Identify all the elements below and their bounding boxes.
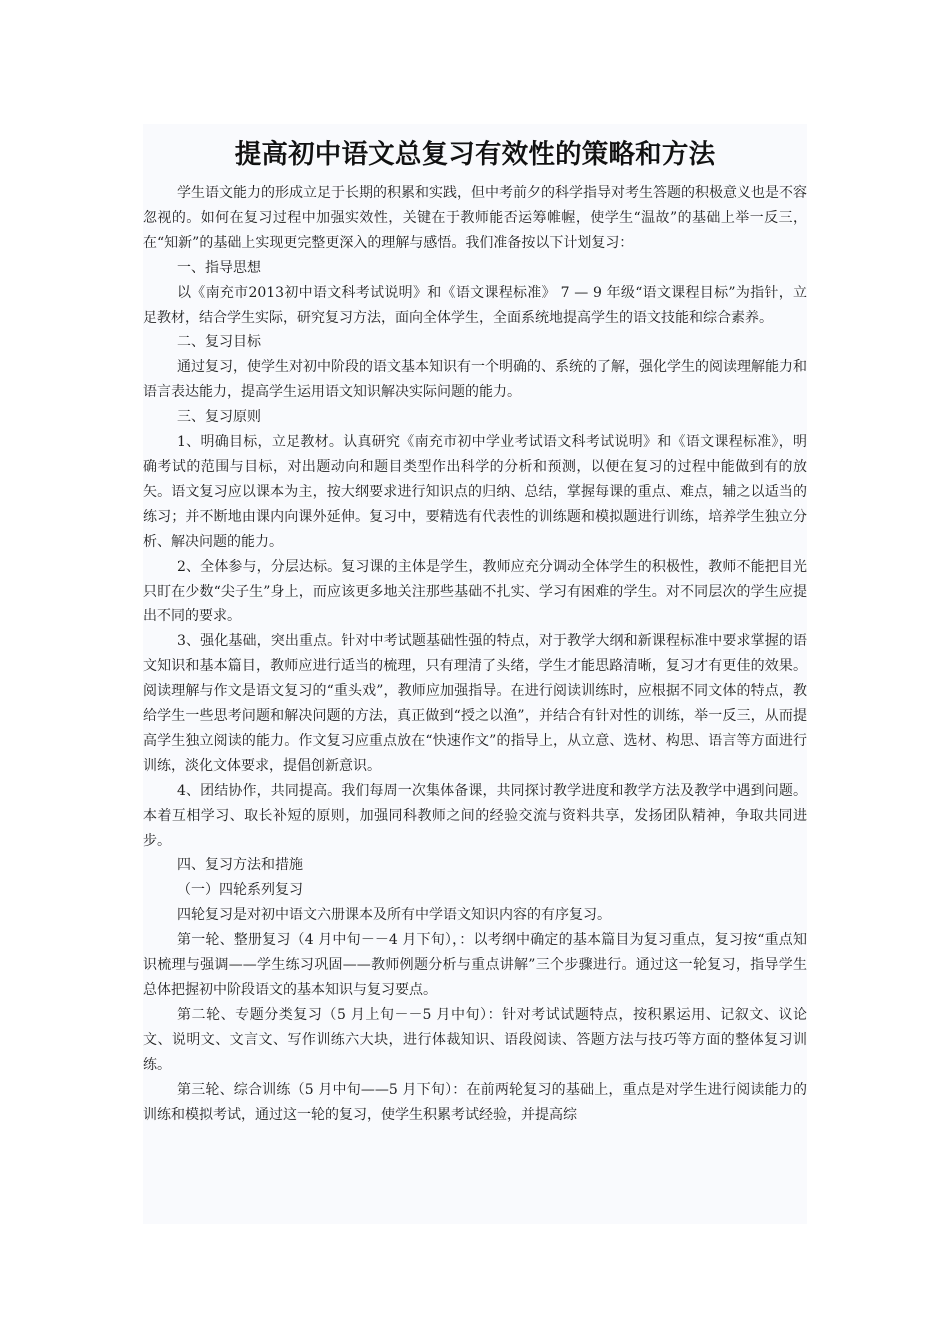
paragraph-guiding-ideas: 以《南充市2013初中语文科考试说明》和《语文课程标准》 7 — 9 年级“语文课程目标”为指针，立足教材，结合学生实际，研究复习方法，面向全体学生，全面系统地提高学生的语文技能和综合素养。 <box>143 284 807 326</box>
paragraph-round-2: 第二轮、专题分类复习（5 月上旬－－5 月中旬）：针对考试试题特点，按积累运用、记叙文、议论文、说明文、文言文、写作训练六大块，进行体裁知识、语段阅读、答题方法与技巧等方面的整体复习训练。 <box>143 1006 807 1073</box>
section-heading-guiding-ideas: 一、指导思想 <box>177 259 261 276</box>
paragraph-round-1: 第一轮、整册复习（4 月中旬－－4 月下旬），：以考纲中确定的基本篇目为复习重点，复习按“重点知识梳理与强调——学生练习巩固——教师例题分析与重点讲解”三个步骤进行。通过这一轮复习，指导学生总体把握初中阶段语文的基本知识与复习要点。 <box>143 932 807 998</box>
section-heading-methods: 四、复习方法和措施 <box>177 857 303 874</box>
document-page <box>143 124 807 1224</box>
document-title: 提高初中语文总复习有效性的策略和方法 <box>234 139 716 170</box>
paragraph-round-3: 第三轮、综合训练（5 月中旬——5 月下旬）：在前两轮复习的基础上，重点是对学生进行阅读能力的训练和模拟考试，通过这一轮的复习，使学生积累考试经验，并提高综 <box>143 1081 807 1123</box>
paragraph-four-rounds-intro: 四轮复习是对初中语文六册课本及所有中学语文知识内容的有序复习。 <box>177 907 611 924</box>
paragraph-principle-1: 1、明确目标，立足教材。认真研究《南充市初中学业考试语文科考试说明》和《语文课程标准》，明确考试的范围与目标，对出题动向和题目类型作出科学的分析和预测，以便在复习的过程中能做到有的放矢。语文复习应以课本为主，按大纲要求进行知识点的归纳、总结，掌握每课的重点、难点，辅之以适当的练习；并不断地由课内向课外延伸。复习中，要精选有代表性的训练题和模拟题进行训练，培养学生独立分析、解决问题的能力。 <box>143 434 807 550</box>
paragraph-principle-4: 4、团结协作，共同提高。我们每周一次集体备课，共同探讨教学进度和教学方法及教学中遇到问题。本着互相学习、取长补短的原则，加强同科教师之间的经验交流与资料共享，发扬团队精神，争取共同进步。 <box>143 782 807 849</box>
section-heading-review-goals: 二、复习目标 <box>177 334 261 351</box>
paragraph-principle-3: 3、强化基础，突出重点。针对中考试题基础性强的特点，对于教学大纲和新课程标准中要求掌握的语文知识和基本篇目，教师应进行适当的梳理，只有理清了头绪，学生才能思路清晰，复习才有更佳的效果。阅读理解与作文是语文复习的“重头戏”，教师应加强指导。在进行阅读训练时，应根据不同文体的特点，教给学生一些思考问题和解决问题的方法，真正做到“授之以渔”，并结合有针对性的训练，举一反三，从而提高学生独立阅读的能力。作文复习应重点放在“快速作文”的指导上，从立意、选材、构思、语言等方面进行训练，淡化文体要求，提倡创新意识。 <box>143 633 807 774</box>
paragraph-review-goals: 通过复习，使学生对初中阶段的语文基本知识有一个明确的、系统的了解，强化学生的阅读理解能力和语言表达能力，提高学生运用语文知识解决实际问题的能力。 <box>143 359 807 401</box>
paragraph-principle-2: 2、全体参与，分层达标。复习课的主体是学生，教师应充分调动全体学生的积极性，教师不能把目光只盯在少数“尖子生”身上，而应该更多地关注那些基础不扎实、学习有困难的学生。对不同层次的学生应提出不同的要求。 <box>143 558 807 625</box>
subheading-four-rounds: （一）四轮系列复习 <box>177 882 303 899</box>
paragraph-intro: 学生语文能力的形成立足于长期的积累和实践，但中考前夕的科学指导对考生答题的积极意义也是不容忽视的。如何在复习过程中加强实效性，关键在于教师能否运筹帷幄，使学生“温故”的基础上举一反三，在“知新”的基础上实现更完整更深入的理解与感悟。我们准备按以下计划复习： <box>143 185 807 251</box>
section-heading-review-principles: 三、复习原则 <box>177 409 261 426</box>
